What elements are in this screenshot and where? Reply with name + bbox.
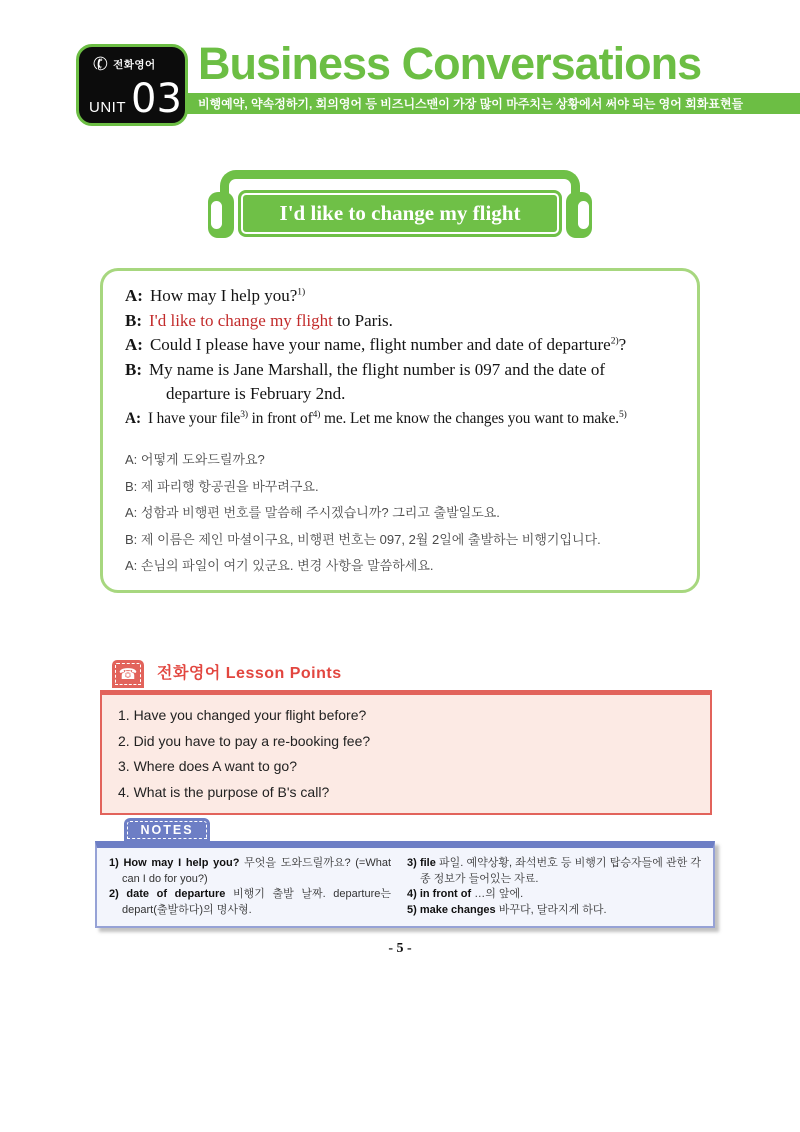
lesson-point-item: 3. Where does A want to go?	[118, 758, 298, 774]
page-number: - 5 -	[388, 941, 412, 956]
topic-banner-plate	[238, 190, 562, 237]
dialogue-line-english: B: I'd like to change my flight to Paris.	[125, 310, 393, 330]
dialogue-line-english: A: I have your file$^{3)}$ in front $of^{4)}$ me. Let me know the changes you want to make.$^{5)}$	[125, 409, 627, 427]
unit-number: 03	[131, 76, 182, 122]
notes-column-left	[109, 856, 391, 918]
dialogue-box	[100, 268, 700, 593]
lesson-points-header	[112, 660, 342, 688]
note-item: 4) in front of …의 앞에.	[407, 888, 524, 900]
unit-badge	[76, 44, 188, 126]
dialogue-line-korean: B: 제 파리행 항공권을 바꾸려구요.	[125, 478, 319, 494]
notes-column-right	[407, 856, 701, 918]
dialogue-line-english: A: How may I help you?$^{1)}$	[125, 286, 306, 305]
topic-banner-title: I'd like to change my flight	[241, 193, 559, 234]
note-item: 2) date of departure 비행기 출발 날짜. departure는 depart(출발하다)의 명사형.	[109, 888, 391, 916]
lesson-point-item: 2. Did you have to pay a re-booking fee?	[118, 732, 371, 749]
dialogue-line-korean: B: 제 이름은 제인 마셜이구요, 비행편 번호는 097, 2월 2일에 출발하는 비행기입니다.	[125, 531, 601, 547]
header-subtitle: 비행예약, 약속정하기, 회의영어 등 비즈니스맨이 가장 많이 마주치는 상황에서 써야 되는 영어 회화표현들	[198, 97, 744, 111]
unit-number-row	[89, 76, 182, 122]
note-item: 1) How may I help you? 무엇을 도와드릴까요? (=What can I do for you?)	[109, 857, 392, 885]
topic-banner	[208, 168, 592, 240]
notes-box	[95, 841, 715, 928]
dialogue-korean	[125, 447, 673, 580]
telephone-icon: ☎	[112, 660, 144, 688]
lesson-points-box	[100, 690, 712, 815]
headphone-earcup-right-icon	[566, 192, 592, 238]
dialogue-line-korean: A: 어떻게 도와드릴까요?	[125, 452, 265, 467]
unit-tag-row	[90, 52, 156, 76]
lesson-point-item: 4. What is the purpose of B's call?	[118, 783, 330, 800]
phone-handset-icon: ✆	[90, 52, 111, 76]
lesson-point-item: 1. Have you changed your flight before?	[118, 707, 367, 723]
dialogue-line-english: A: Could I please have your name, flight number and date of departure$^{2)}$?	[125, 335, 627, 354]
unit-label: UNIT	[89, 99, 126, 116]
header-bar	[80, 93, 800, 114]
notes-tab: NOTES	[124, 818, 210, 842]
dialogue-english	[125, 284, 673, 431]
note-item: 3) file 파일. 예약상황, 좌석번호 등 비행기 탑승자들에 관한 각종 정보가 들어있는 자료.	[407, 857, 702, 885]
dialogue-line-korean: A: 성함과 비행편 번호를 말씀해 주시겠습니까? 그리고 출발일도요.	[125, 505, 500, 520]
headphone-earcup-left-icon	[208, 192, 234, 238]
page-title: Business Conversations	[198, 38, 702, 89]
lesson-points-title: 전화영어 Lesson Points	[157, 665, 342, 682]
dialogue-line-korean: A: 손님의 파일이 여기 있군요. 변경 사항을 말씀하세요.	[125, 558, 434, 573]
unit-tag-label: 전화영어	[113, 58, 156, 71]
dialogue-line-english: B: My name is Jane Marshall, the flight number is 097 and the date of departure is February 2nd.	[125, 359, 606, 403]
note-item: 5) make changes 바꾸다, 달라지게 하다.	[407, 903, 607, 916]
